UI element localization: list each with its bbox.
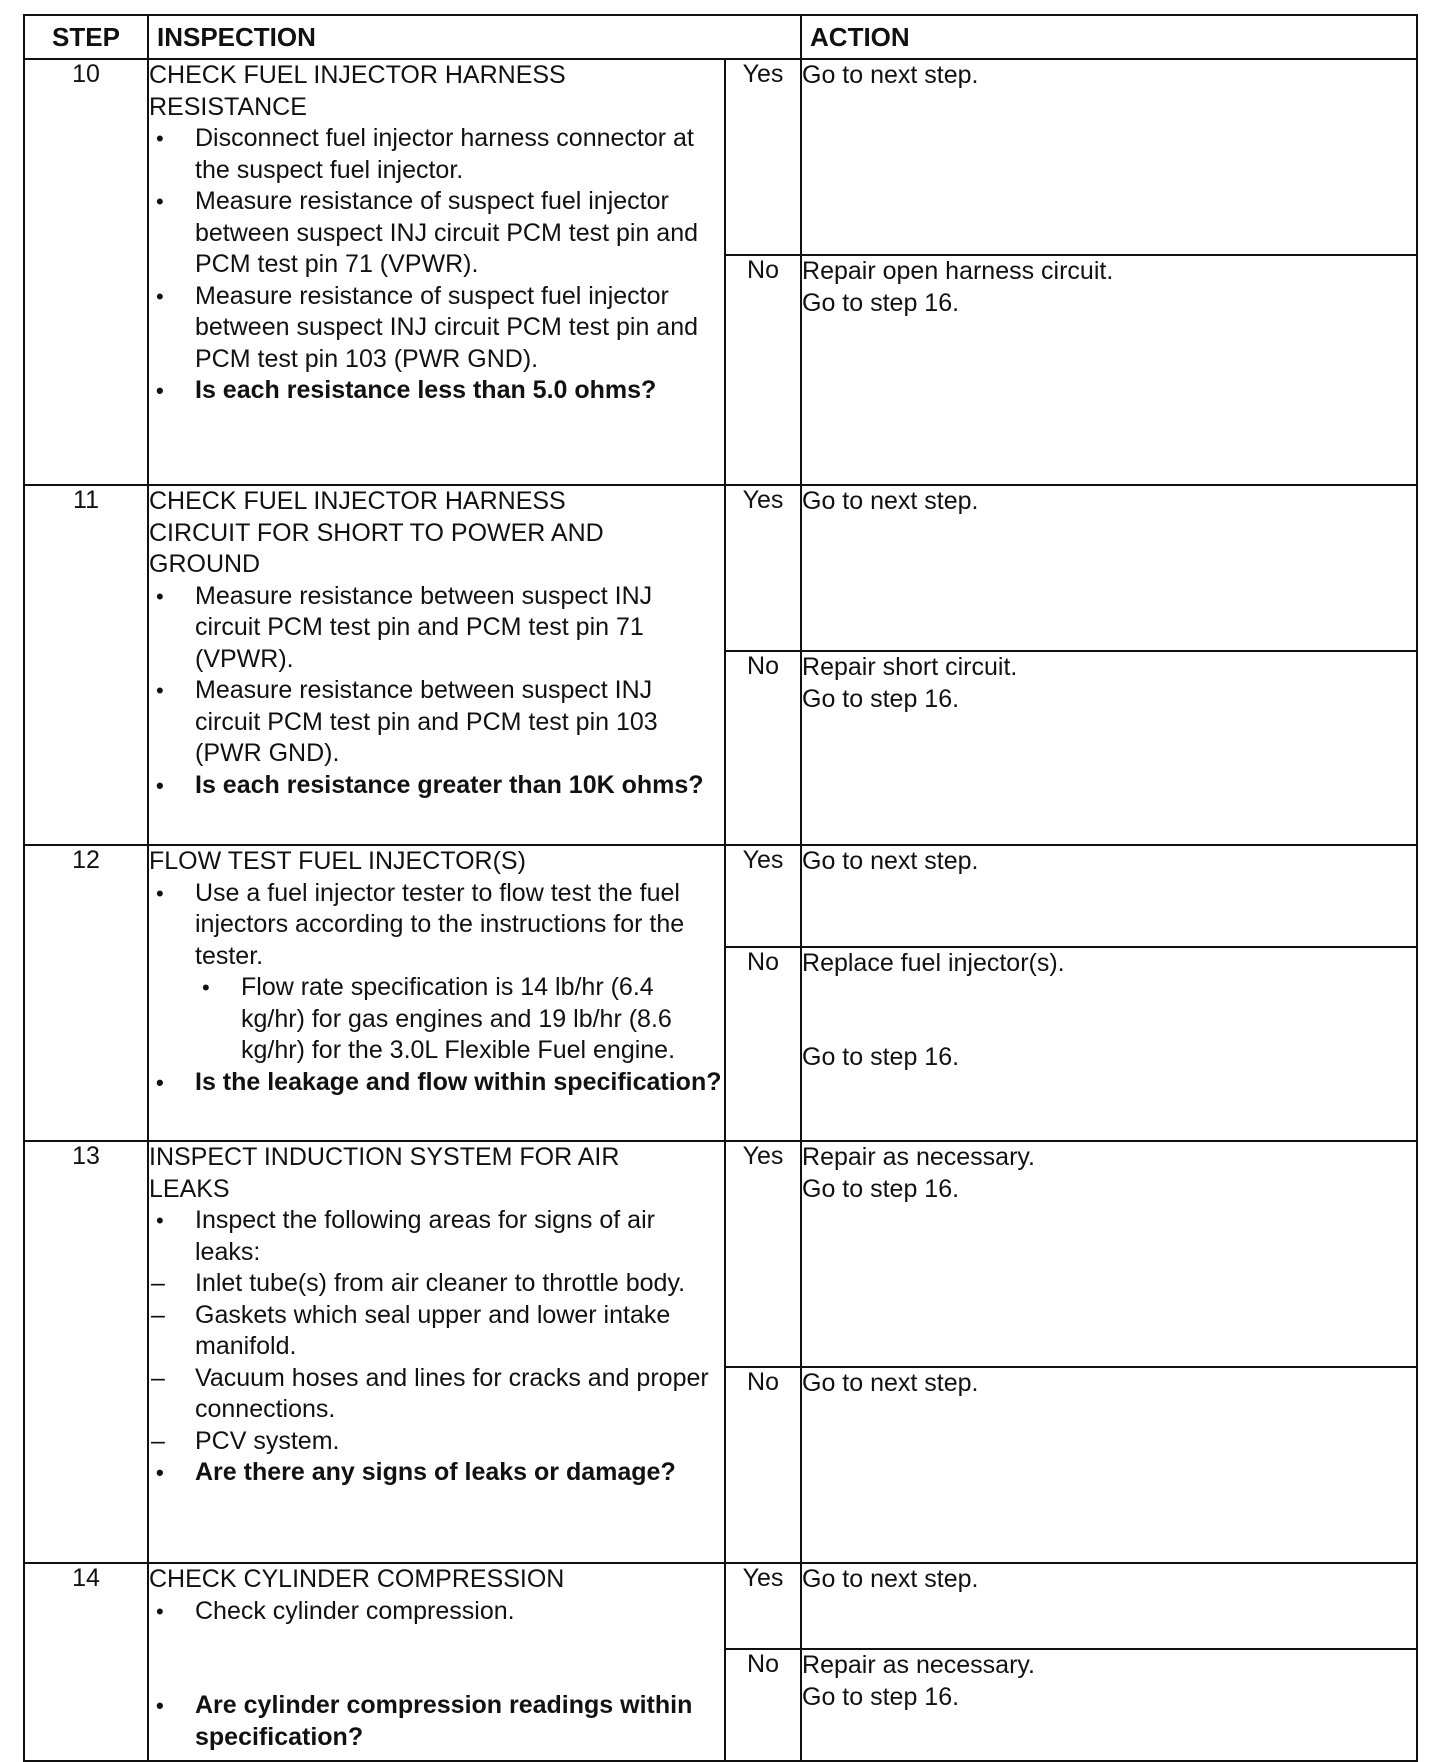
inspection-title: FLOW TEST FUEL INJECTOR(S)	[149, 847, 526, 875]
inspection-question: • Is the leakage and flow within specification?	[149, 1067, 724, 1099]
step-number: 13	[24, 1141, 148, 1563]
no-label: No	[725, 1367, 801, 1563]
yes-action	[801, 845, 1417, 947]
inspection-question: • Are there any signs of leaks or damage?	[149, 1457, 724, 1489]
yes-label: Yes	[725, 1563, 801, 1649]
inspection-title: INSPECT INDUCTION SYSTEM FOR AIR LEAKS	[149, 1143, 620, 1203]
list-item: – PCV system.	[149, 1426, 724, 1458]
action-line: Go to next step.	[802, 1369, 979, 1397]
inspection-title: CHECK FUEL INJECTOR HARNESS RESISTANCE	[149, 61, 566, 121]
table-row	[24, 59, 1417, 255]
header-action: ACTION	[801, 15, 1417, 59]
no-action	[801, 947, 1417, 1141]
bullet-text: Use a fuel injector tester to flow test the fuel injectors according to the instructions for the tester.	[195, 878, 685, 970]
no-action	[801, 1649, 1417, 1761]
inspection-title: CHECK CYLINDER COMPRESSION	[149, 1565, 565, 1593]
action-line: Go to step 16.	[802, 1042, 960, 1071]
step-13-group	[24, 1141, 1417, 1563]
list-item: • Measure resistance of suspect fuel injector between suspect INJ circuit PCM test pin and PCM test pin 103 (PWR GND).	[149, 281, 724, 376]
no-action	[801, 651, 1417, 845]
bullet-text: Inspect the following areas for signs of air leaks:	[195, 1206, 655, 1266]
no-action	[801, 255, 1417, 485]
inspection-question: • Are cylinder compression readings within specification?	[149, 1690, 724, 1753]
action-line: Go to next step.	[802, 1565, 979, 1593]
action-line: Replace fuel injector(s).	[802, 949, 1065, 977]
diagnostic-table-page	[23, 14, 1416, 1762]
list-item: – Gaskets which seal upper and lower intake manifold.	[149, 1300, 724, 1363]
yes-label: Yes	[725, 485, 801, 651]
list-item	[149, 1205, 724, 1268]
action-line: Go to step 16.	[802, 288, 960, 317]
yes-action	[801, 485, 1417, 651]
step-14-group	[24, 1563, 1417, 1761]
list-item: • Disconnect fuel injector harness connector at the suspect fuel injector.	[149, 123, 724, 186]
no-label: No	[725, 651, 801, 845]
step-number: 14	[24, 1563, 148, 1761]
yes-label: Yes	[725, 59, 801, 255]
inspection-cell	[148, 845, 725, 1141]
inspection-cell	[148, 1563, 725, 1761]
inspection-bullets	[149, 123, 724, 407]
table-row	[24, 1563, 1417, 1649]
inspection-cell	[148, 59, 725, 485]
no-action	[801, 1367, 1417, 1563]
inspection-bullets	[149, 1457, 724, 1489]
step-12-group	[24, 845, 1417, 1141]
list-item: – Vacuum hoses and lines for cracks and proper connections.	[149, 1363, 724, 1426]
action-line: Repair short circuit.	[802, 653, 1018, 681]
action-line: Go to step 16.	[802, 1682, 960, 1711]
no-label: No	[725, 1649, 801, 1761]
list-item: • Check cylinder compression.	[149, 1596, 724, 1628]
list-item: • Flow rate specification is 14 lb/hr (6.4 kg/hr) for gas engines and 19 lb/hr (8.6 kg/hr) for the 3.0L Flexible Fuel engine.	[195, 972, 724, 1067]
action-line: Go to next step.	[802, 487, 979, 515]
sub-bullets	[195, 972, 724, 1067]
inspection-bullets	[149, 1205, 724, 1268]
inspection-bullets	[149, 1596, 724, 1754]
step-10-group	[24, 59, 1417, 485]
inspection-bullets	[149, 878, 724, 1099]
header-inspection: INSPECTION	[148, 15, 801, 59]
yes-label: Yes	[725, 845, 801, 947]
list-item: • Measure resistance between suspect INJ circuit PCM test pin and PCM test pin 103 (PWR GND).	[149, 675, 724, 770]
action-line: Go to next step.	[802, 847, 979, 875]
table-row	[24, 845, 1417, 947]
list-item: • Measure resistance between suspect INJ circuit PCM test pin and PCM test pin 71 (VPWR).	[149, 581, 724, 676]
action-line: Repair open harness circuit.	[802, 257, 1114, 285]
inspection-title: CHECK FUEL INJECTOR HARNESS CIRCUIT FOR SHORT TO POWER AND GROUND	[149, 487, 604, 578]
step-number: 11	[24, 485, 148, 845]
yes-action	[801, 1563, 1417, 1649]
yes-label: Yes	[725, 1141, 801, 1367]
list-item	[149, 878, 724, 1067]
table-header-row	[24, 15, 1417, 59]
inspection-bullets	[149, 581, 724, 802]
inspection-cell	[148, 485, 725, 845]
list-item: • Measure resistance of suspect fuel injector between suspect INJ circuit PCM test pin and PCM test pin 71 (VPWR).	[149, 186, 724, 281]
step-11-group	[24, 485, 1417, 845]
diagnostic-steps-table	[23, 14, 1418, 1762]
no-label: No	[725, 255, 801, 485]
list-item: – Inlet tube(s) from air cleaner to throttle body.	[149, 1268, 724, 1300]
step-number: 10	[24, 59, 148, 485]
yes-action	[801, 59, 1417, 255]
table-row	[24, 485, 1417, 651]
action-line: Go to step 16.	[802, 1174, 960, 1203]
dash-list	[149, 1268, 724, 1457]
inspection-cell	[148, 1141, 725, 1563]
action-line: Go to step 16.	[802, 684, 960, 713]
action-line: Go to next step.	[802, 61, 979, 89]
inspection-question: • Is each resistance less than 5.0 ohms?	[149, 375, 724, 407]
header-step: STEP	[24, 15, 148, 59]
no-label: No	[725, 947, 801, 1141]
table-row	[24, 1141, 1417, 1367]
yes-action	[801, 1141, 1417, 1367]
action-line: Repair as necessary.	[802, 1143, 1035, 1171]
step-number: 12	[24, 845, 148, 1141]
action-line: Repair as necessary.	[802, 1651, 1035, 1679]
inspection-question: • Is each resistance greater than 10K ohms?	[149, 770, 724, 802]
